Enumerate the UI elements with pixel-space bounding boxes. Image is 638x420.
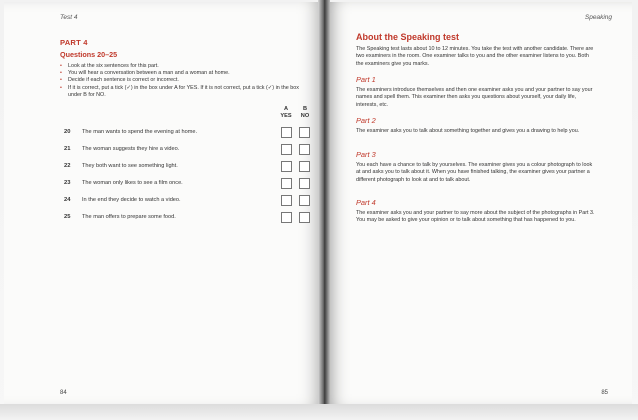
part-paragraph: You each have a chance to talk by yourselves. The examiner gives you a colour photograph to look at and asks you to talk about it. When you have finished talking, the examiner gives your partner a different photograph to look at and to talk about. [356, 162, 593, 183]
no-checkbox[interactable] [299, 161, 310, 172]
part-title: PART 4 [60, 38, 88, 47]
instruction-item: • Look at the six sentences for this part. [60, 63, 310, 70]
no-checkbox[interactable] [299, 212, 310, 223]
column-b-letter: B [302, 106, 308, 112]
yes-checkbox[interactable] [281, 212, 292, 223]
column-a-letter: A [283, 106, 289, 112]
no-checkbox[interactable] [299, 178, 310, 189]
question-number: 21 [64, 146, 71, 152]
right-page [326, 2, 632, 406]
question-text: The woman suggests they hire a video. [82, 146, 180, 152]
part-heading: Part 2 [356, 116, 376, 125]
question-row [60, 160, 320, 174]
no-checkbox[interactable] [299, 127, 310, 138]
question-text: They both want to see something light. [82, 163, 178, 169]
yes-checkbox[interactable] [281, 144, 292, 155]
no-checkbox[interactable] [299, 195, 310, 206]
column-a-header [276, 106, 296, 120]
column-b-header [295, 106, 315, 120]
part-heading: Part 4 [356, 198, 376, 207]
no-checkbox[interactable] [299, 144, 310, 155]
question-number: 23 [64, 180, 71, 186]
part-heading: Part 1 [356, 75, 376, 84]
question-text: The woman only likes to see a film once. [82, 180, 183, 186]
yes-checkbox[interactable] [281, 127, 292, 138]
left-page [4, 2, 322, 406]
question-row [60, 211, 320, 225]
page-title: About the Speaking test [356, 32, 460, 42]
running-head-right: Speaking [584, 14, 612, 21]
page-number-left: 84 [60, 390, 67, 396]
instructions-list [60, 63, 310, 99]
question-row [60, 143, 320, 157]
part-heading: Part 3 [356, 150, 376, 159]
running-head-left: Test 4 [60, 14, 78, 21]
part-paragraph: The examiners introduce themselves and then one examiner asks you and your partner to say your names and spell them. This examiner then asks you questions about yourself, your daily life, interests, etc. [356, 87, 593, 108]
question-text: The man offers to prepare some food. [82, 214, 176, 220]
question-row [60, 177, 320, 191]
part-paragraph: The examiner asks you to talk about something together and gives you a drawing to help you. [356, 128, 580, 134]
question-text: In the end they decide to watch a video. [82, 197, 181, 203]
yes-checkbox[interactable] [281, 195, 292, 206]
part-paragraph: The examiner asks you and your partner to say more about the subject of the photographs in Part 3. You may be asked to give your opinion or to talk about something that has happened to you. [356, 210, 595, 224]
page-number-right: 85 [601, 390, 608, 396]
question-row [60, 126, 320, 140]
question-number: 20 [64, 129, 71, 135]
yes-checkbox[interactable] [281, 178, 292, 189]
yes-checkbox[interactable] [281, 161, 292, 172]
intro-paragraph: The Speaking test lasts about 10 to 12 minutes. You take the test with another candidate. There are two examiners in the room. One examiner talks to you and the other examiner listens to you. Both the examiners give you marks. [356, 46, 594, 67]
column-a-label: YES [280, 113, 292, 119]
question-number: 24 [64, 197, 71, 203]
page-edge [0, 404, 638, 420]
column-b-label: NO [300, 113, 310, 119]
instruction-item: • You will hear a conversation between a man and a woman at home. [60, 70, 310, 77]
question-number: 25 [64, 214, 71, 220]
questions-heading: Questions 20–25 [60, 50, 118, 59]
question-number: 22 [64, 163, 71, 169]
book-gutter [318, 0, 330, 420]
instruction-item: • If it is correct, put a tick (✓) in the box under A for YES. If it is not correct, put a tick (✓) in the box under B for NO. [60, 85, 310, 99]
question-text: The man wants to spend the evening at home. [82, 129, 198, 135]
instruction-item: • Decide if each sentence is correct or incorrect. [60, 77, 310, 84]
question-row [60, 194, 320, 208]
